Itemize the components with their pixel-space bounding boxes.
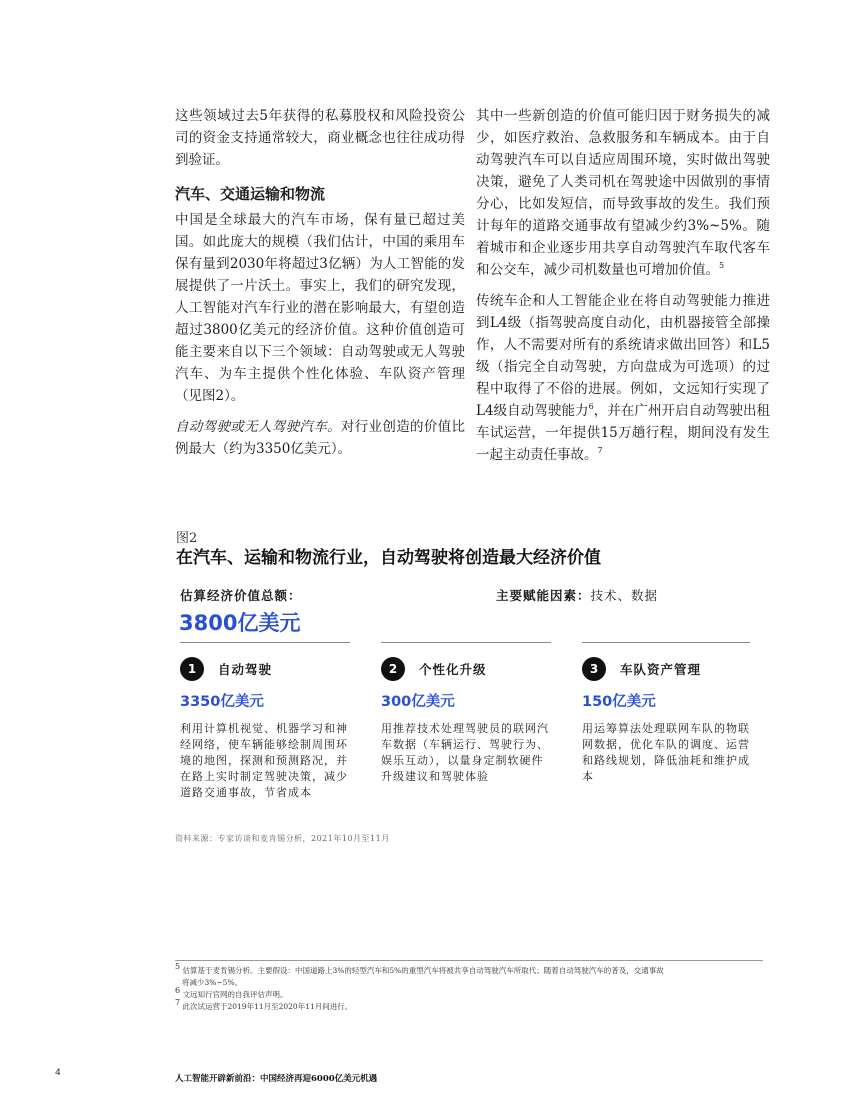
enablers xyxy=(496,586,658,604)
footnote-6 xyxy=(175,985,765,1000)
footnote-mark: 7 xyxy=(175,997,181,1007)
area-value: 150亿美元 xyxy=(582,694,656,710)
area-value: 3350亿美元 xyxy=(180,694,264,710)
footnote-7 xyxy=(175,997,765,1012)
enablers-value: 技术、数据 xyxy=(590,588,659,603)
footnotes xyxy=(175,961,765,1013)
value-area-autonomous-driving xyxy=(180,656,348,801)
value-creation-paragraph xyxy=(476,105,770,281)
l4-l5-paragraph xyxy=(476,290,770,466)
autonomous-rest: 对行业创造的价值比例最大（约为3350亿美元）。 xyxy=(175,419,466,457)
divider xyxy=(582,642,750,643)
footnote-5 xyxy=(175,961,765,976)
l4-l5-text-a: 传统车企和人工智能企业在将自动驾驶能力推进到L4级（指驾驶高度自动化，由机器接管全部操作，人不需要对所有的系统请求做出回答）和L5级（指完全自动驾驶，方向盘成为可选项）的过程中取得了不俗的进展。例如，文远知行实现了L4级自动驾驶能力 xyxy=(476,293,770,419)
total-value-label: 估算经济价值总额： xyxy=(180,588,302,603)
page-number: 4 xyxy=(55,1068,61,1078)
figure-source: 资料来源：专家访谈和麦肯锡分析，2021年10月至11月 xyxy=(175,834,390,843)
area-title: 个性化升级 xyxy=(419,662,487,677)
total-value: 3800亿美元 xyxy=(179,611,301,635)
value-creation-text: 其中一些新创造的价值可能归因于财务损失的减少，如医疗救治、急救服务和车辆成本。由于自动驾驶汽车可以自适应周围环境，实时做出驾驶决策，避免了人类司机在驾驶途中因做别的事情分心，比如发短信，而导致事故的发生。我们预计每年的道路交通事故有望减少约3%~5%。随着城市和企业逐步用共享自动驾驶汽车取代客车和公交车，减少司机数量也可增加价值。 xyxy=(476,108,770,278)
left-column xyxy=(175,105,465,469)
auto-market-paragraph: 中国是全球最大的汽车市场，保有量已超过美国。如此庞大的规模（我们估计，中国的乘用车保有量到2030年将超过3亿辆）为人工智能的发展提供了一片沃土。事实上，我们的研究发现，人工智能对汽车行业的潜在影响最大，有望创造超过3800亿美元的经济价值。这种价值创造可能主要来自以下三个领域：自动驾驶或无人驾驶汽车、为车主提供个性化体验、车队资产管理（见图2）。 xyxy=(175,212,465,404)
footnote-text: 文远知行官网的自我评估声明。 xyxy=(182,990,288,999)
autonomous-lead: 自动驾驶或无人驾驶汽车。 xyxy=(175,419,341,435)
intro-paragraph: 这些领域过去5年获得的私募股权和风险投资公司的资金支持通常较大，商业概念也往往成功得到验证。 xyxy=(175,108,465,168)
footnote-divider xyxy=(175,960,763,961)
footnote-text: 此次试运营于2019年11月至2020年11月间进行。 xyxy=(182,1002,353,1011)
right-column xyxy=(476,105,770,475)
number-badge: 2 xyxy=(381,657,405,681)
area-value: 300亿美元 xyxy=(381,694,455,710)
footnote-5-continued: 将减少3%~5%。 xyxy=(182,978,243,987)
area-title: 自动驾驶 xyxy=(218,662,273,677)
divider xyxy=(381,642,551,643)
number-badge: 3 xyxy=(582,657,606,681)
section-heading: 汽车、交通运输和物流 xyxy=(175,185,326,203)
running-title: 人工智能开辟新前沿：中国经济再迎6000亿美元机遇 xyxy=(175,1074,378,1084)
l4-l5-text-b: ，并在广州开启自动驾驶出租车试运营，一年提供15万趟行程，期间没有发生一起主动责任事故。 xyxy=(476,403,771,463)
footnote-text: 估算基于麦肯锡分析。主要假设：中国道路上3%的轻型汽车和5%的重型汽车将被共享自动驾驶汽车所取代；随着自动驾驶汽车的普及，交通事故 xyxy=(182,966,664,975)
area-description: 利用计算机视觉、机器学习和神经网络，使车辆能够绘制周围环境的地图，探测和预测路况，并在路上实时制定驾驶决策，减少道路交通事故，节省成本 xyxy=(180,722,348,799)
footnote-ref-5: 5 xyxy=(719,260,725,270)
number-badge: 1 xyxy=(180,657,204,681)
area-title: 车队资产管理 xyxy=(620,662,702,677)
figure-title: 在汽车、运输和物流行业，自动驾驶将创造最大经济价值 xyxy=(176,548,601,568)
footnote-ref-7: 7 xyxy=(597,445,603,455)
footnote-mark: 5 xyxy=(175,961,181,971)
value-area-personalization xyxy=(381,656,549,785)
area-description: 用推荐技术处理驾驶员的联网汽车数据（车辆运行、驾驶行为、娱乐互动），以量身定制软硬件升级建议和驾驶体验 xyxy=(381,722,549,783)
divider xyxy=(180,642,350,643)
autonomous-paragraph xyxy=(175,416,465,460)
footnote-mark: 6 xyxy=(175,985,181,995)
area-description: 用运筹算法处理联网车队的物联网数据，优化车队的调度、运营和路线规划，降低油耗和维护成本 xyxy=(582,722,750,783)
footnote-ref-6: 6 xyxy=(588,401,594,411)
value-area-fleet-management xyxy=(582,656,750,785)
figure-label: 图2 xyxy=(176,531,198,546)
enablers-label: 主要赋能因素： xyxy=(496,588,591,603)
